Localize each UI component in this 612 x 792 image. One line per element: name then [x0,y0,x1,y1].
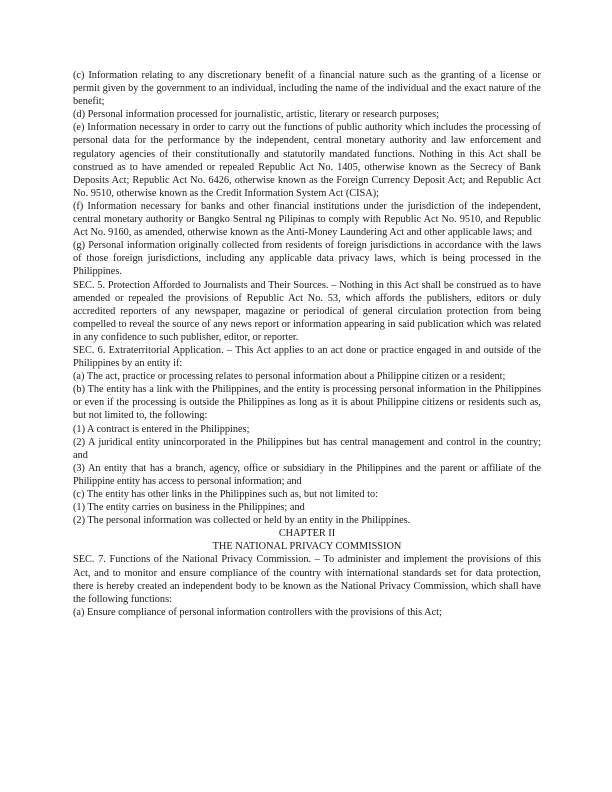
section-6-item-b2: (2) A juridical entity unincorporated in the Philippines but has central management and control in the country; and [73,436,541,461]
section-6-item-c1: (1) The entity carries on business in the Philippines; and [73,502,305,514]
clause-g-foreign-residents: (g) Personal information originally collected from residents of foreign jurisdictions in accordance with the laws of those foreign jurisdictions, including any applicable data privacy laws, which is being processed in the Philippines. [73,240,541,278]
section-6-extraterritorial: SEC. 6. Extraterritorial Application. – This Act applies to an act done or practice engaged in and outside of the Philippines by an entity if: [73,344,541,370]
clause-e-public-authority: (e) Information necessary in order to carry out the functions of public authority which includes the processing of personal data for the performance by the independent, central monetary authority and law enforcement and regulatory agencies of their constitutionally and statutorily mandated functions. Nothing in this Act shall be construed as to have amended or repealed Republic Act No. 1405, otherwise known as the Secrecy of Bank Deposits Act; Republic Act No. 6426, otherwise known as the Foreign Currency Deposit Act; and Republic Act No. 9510, otherwise known as the Credit Information System Act (CISA); [73,122,541,199]
section-5-journalists: SEC. 5. Protection Afforded to Journalists and Their Sources. – Nothing in this Act shall be construed as to have amended or repealed the provisions of Republic Act No. 53, which affords the publishers, editors or duly accredited reporters of any newspaper, magazine or periodical of general circulation protection from being compelled to reveal the source of any news report or information appearing in said publication which was related in any confidence to such publisher, editor, or reporter. [73,279,541,343]
section-6-item-a: (a) The act, practice or processing relates to personal information about a Philippine citizen or a resident; [73,371,506,383]
section-6-item-c: (c) The entity has other links in the Philippines such as, but not limited to: [73,489,378,500]
section-7-functions: SEC. 7. Functions of the National Privacy Commission. – To administer and implement the provisions of this Act, and to monitor and ensure compliance of the country with international standards set for data protection, there is hereby created an independent body to be known as the National Privacy Commission, which shall have the following functions: [73,554,541,605]
clause-d-journalistic-purposes: (d) Personal information processed for journalistic, artistic, literary or research purposes; [73,109,439,121]
section-6-item-b3: (3) An entity that has a branch, agency, office or subsidiary in the Philippines and the parent or affiliate of the Philippine entity has access to personal information; and [73,462,541,487]
clause-c-discretionary-benefit: (c) Information relating to any discretionary benefit of a financial nature such as the granting of a license or permit given by the government to an individual, including the name of the individual and the exact nature of the benefit; [73,70,541,108]
section-6-item-b: (b) The entity has a link with the Philippines, and the entity is processing personal information in the Philippines or even if the processing is outside the Philippines as long as it is about Philippine citizens or residents such as, but not limited to, the following: [73,384,541,422]
clause-f-financial-institutions: (f) Information necessary for banks and other financial institutions under the jurisdiction of the independent, central monetary authority or Bangko Sentral ng Pilipinas to comply with Republic Act No. 9510, and Republic Act No. 9160, as amended, otherwise known as the Anti-Money Laundering Act and other applicable laws; and [73,200,541,239]
document-body [73,69,541,619]
section-6-item-c2: (2) The personal information was collected or held by an entity in the Philippines. [73,515,411,527]
section-6-item-b1: (1) A contract is entered in the Philippines; [73,423,250,435]
section-7-item-a: (a) Ensure compliance of personal information controllers with the provisions of this Act; [73,606,442,618]
chapter-heading: CHAPTER II [278,528,336,540]
chapter-title: THE NATIONAL PRIVACY COMMISSION [212,541,402,553]
